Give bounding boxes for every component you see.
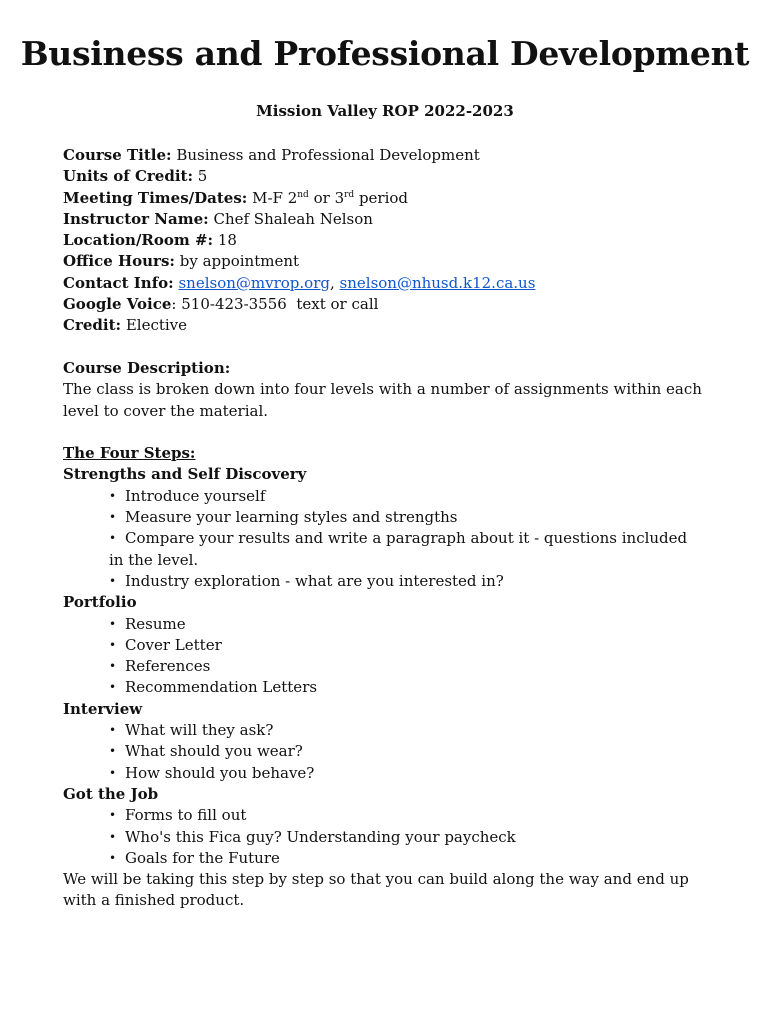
bullet-icon: • bbox=[109, 659, 117, 674]
course-title-label: Course Title: bbox=[63, 146, 172, 164]
contact-row bbox=[63, 273, 713, 294]
step-section-title: Strengths and Self Discovery bbox=[63, 465, 307, 484]
bullet-icon: • bbox=[109, 488, 117, 503]
list-item-text: Cover Letter bbox=[125, 635, 222, 654]
list-item-text: How should you behave? bbox=[125, 763, 315, 782]
bullet-icon: • bbox=[109, 850, 117, 865]
bullet-icon: • bbox=[109, 765, 117, 780]
meeting-label: Meeting Times/Dates: bbox=[63, 188, 248, 207]
bullet-icon: • bbox=[109, 829, 117, 844]
list-item-text: What will they ask? bbox=[125, 721, 274, 740]
office-hours-value: by appointment bbox=[179, 252, 300, 271]
list-item-text: Resume bbox=[125, 614, 186, 633]
list-item bbox=[109, 656, 705, 677]
course-title-row bbox=[63, 145, 713, 166]
google-voice-label: Google Voice bbox=[63, 295, 172, 314]
step-bullet-list bbox=[63, 486, 713, 592]
step-section-title: Interview bbox=[63, 699, 143, 718]
bullet-icon: • bbox=[109, 573, 117, 588]
list-item-text: Recommendation Letters bbox=[125, 678, 318, 697]
list-item bbox=[109, 763, 705, 784]
location-row bbox=[63, 230, 713, 251]
description-text: The class is broken down into four levels with a number of assignments within each level to cover the material. bbox=[63, 380, 702, 420]
list-item-text: Compare your results and write a paragraph about it - questions included in the level. bbox=[109, 529, 688, 569]
bullet-icon: • bbox=[109, 744, 117, 759]
list-item bbox=[109, 528, 705, 571]
instructor-label: Instructor Name: bbox=[63, 209, 209, 228]
instructor-row bbox=[63, 209, 713, 230]
list-item bbox=[109, 741, 705, 762]
bullet-icon: • bbox=[109, 723, 117, 738]
list-item bbox=[109, 486, 705, 507]
description-heading: Course Description: bbox=[63, 358, 231, 377]
closing-text: We will be taking this step by step so that you can build along the way and end up with a finished product. bbox=[63, 870, 689, 910]
list-item-text: Measure your learning styles and strengths bbox=[125, 508, 458, 527]
credit-row bbox=[63, 315, 713, 336]
units-value: 5 bbox=[197, 167, 208, 186]
contact-separator: , bbox=[329, 273, 340, 292]
list-item-text: References bbox=[125, 657, 211, 676]
location-label: Location/Room #: bbox=[63, 231, 214, 250]
list-item bbox=[109, 571, 705, 592]
email-link-mvrop[interactable]: snelson@mvrop.org bbox=[178, 273, 330, 292]
course-title-value: Business and Professional Development bbox=[176, 146, 480, 164]
steps-heading: The Four Steps: bbox=[63, 444, 196, 463]
step-bullet-list bbox=[63, 720, 713, 784]
office-hours-row bbox=[63, 251, 713, 272]
bullet-icon: • bbox=[109, 637, 117, 652]
bullet-icon: • bbox=[109, 808, 117, 823]
list-item-text: Industry exploration - what are you interested in? bbox=[125, 571, 504, 590]
step-section-title: Got the Job bbox=[63, 784, 159, 803]
meeting-row bbox=[63, 188, 713, 209]
spacer bbox=[63, 422, 713, 443]
list-item bbox=[109, 635, 705, 656]
email-link-nhusd[interactable]: snelson@nhusd.k12.ca.us bbox=[339, 273, 536, 292]
office-hours-label: Office Hours: bbox=[63, 252, 175, 271]
meeting-value: M-F 2nd or 3rd period bbox=[252, 188, 409, 207]
units-row bbox=[63, 166, 713, 187]
list-item bbox=[109, 848, 705, 869]
step-section-title: Portfolio bbox=[63, 593, 137, 612]
list-item bbox=[109, 507, 705, 528]
list-item-text: Introduce yourself bbox=[125, 486, 266, 505]
contact-label: Contact Info: bbox=[63, 273, 174, 292]
list-item bbox=[109, 720, 705, 741]
page-title: Business and Professional Development bbox=[20, 34, 750, 73]
instructor-value: Chef Shaleah Nelson bbox=[213, 209, 373, 228]
list-item bbox=[109, 827, 705, 848]
list-item bbox=[109, 677, 705, 698]
bullet-icon: • bbox=[109, 510, 117, 525]
credit-value: Elective bbox=[125, 316, 188, 335]
page-subtitle: Mission Valley ROP 2022-2023 bbox=[256, 102, 514, 120]
bullet-icon: • bbox=[109, 680, 117, 695]
list-item-text: What should you wear? bbox=[125, 742, 303, 761]
step-bullet-list bbox=[63, 614, 713, 699]
units-label: Units of Credit: bbox=[63, 167, 193, 186]
bullet-icon: • bbox=[109, 616, 117, 631]
location-value: 18 bbox=[217, 231, 237, 250]
google-voice-value: : 510-423-3556 text or call bbox=[171, 295, 379, 314]
list-item-text: Who's this Fica guy? Understanding your paycheck bbox=[125, 827, 516, 846]
spacer bbox=[63, 337, 713, 358]
steps-list bbox=[63, 464, 713, 869]
bullet-icon: • bbox=[109, 531, 117, 546]
list-item bbox=[109, 614, 705, 635]
list-item bbox=[109, 805, 705, 826]
step-bullet-list bbox=[63, 805, 713, 869]
list-item-text: Goals for the Future bbox=[125, 848, 280, 867]
list-item-text: Forms to fill out bbox=[125, 806, 247, 825]
google-voice-row bbox=[63, 294, 713, 315]
document-body bbox=[63, 145, 713, 912]
credit-label: Credit: bbox=[63, 316, 122, 335]
